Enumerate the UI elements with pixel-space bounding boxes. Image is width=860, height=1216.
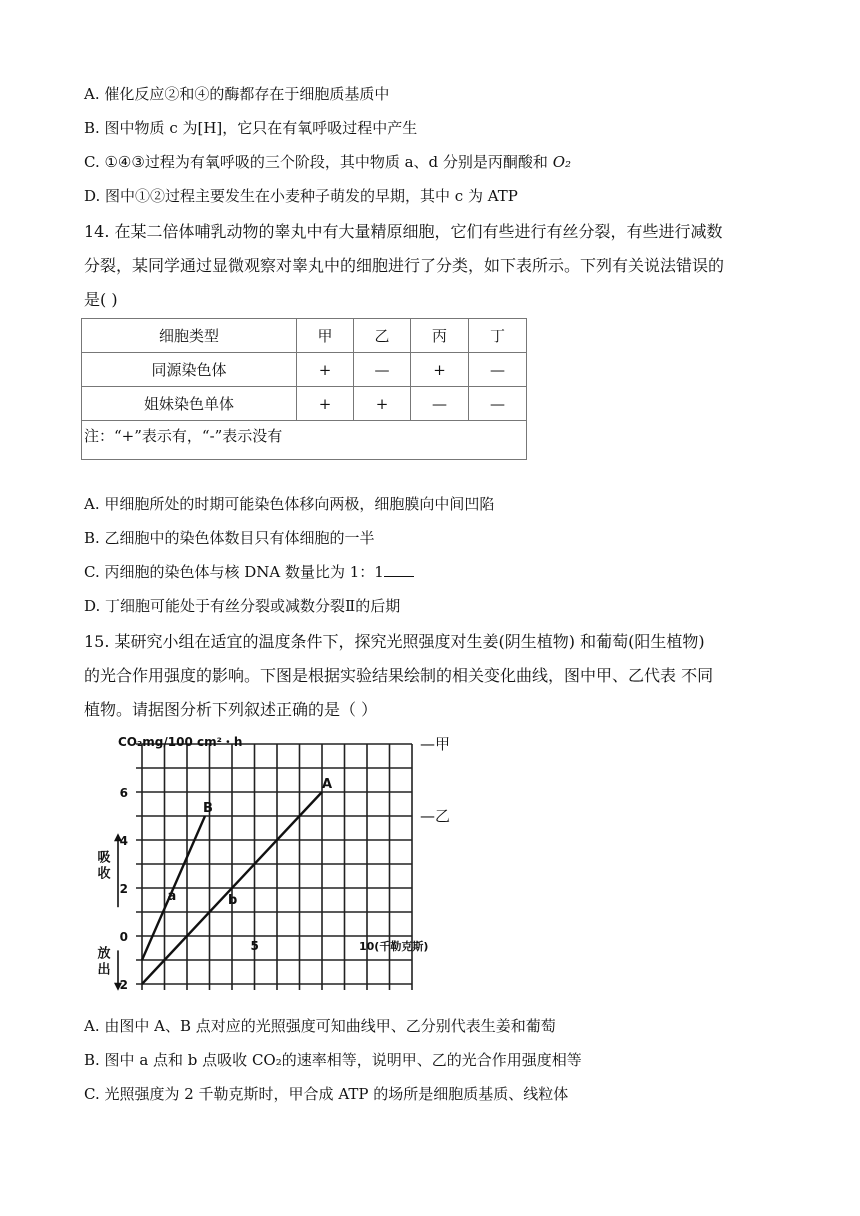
- table-note-row: [82, 421, 527, 460]
- q13-option-a: A. 催化反应②和④的酶都存在于细胞质基质中: [84, 85, 390, 103]
- q15-stem-line1: 15. 某研究小组在适宜的温度条件下，探究光照强度对生姜(阴生植物) 和葡萄(阳生植物): [84, 632, 705, 651]
- q15-stem-line2: 的光合作用强度的影响。下图是根据实验结果绘制的相关变化曲线，图中甲、乙代表 不同: [84, 666, 714, 685]
- table-header-cell: 细胞类型: [82, 319, 297, 353]
- y-tick-label: 2: [119, 882, 128, 896]
- q14-option-c-text: C. 丙细胞的染色体与核 DNA 数量比为 1：1: [84, 563, 384, 581]
- q15-stem-line3: 植物。请据图分析下列叙述正确的是（ ）: [84, 700, 378, 719]
- point-label-b: b: [228, 893, 238, 908]
- table-cell: +: [297, 353, 354, 387]
- y-tick-label: 0: [119, 930, 128, 944]
- table-header-cell: 乙: [354, 319, 411, 353]
- q13-option-b: B. 图中物质 c 为[H]，它只在有氧呼吸过程中产生: [84, 119, 418, 137]
- q13-option-c: [84, 152, 571, 172]
- q15-option-a: A. 由图中 A、B 点对应的光照强度可知曲线甲、乙分别代表生姜和葡萄: [84, 1017, 556, 1035]
- point-label-a: A: [322, 777, 333, 792]
- q13-option-d: D. 图中①②过程主要发生在小麦种子萌发的早期，其中 c 为 ATP: [84, 187, 518, 205]
- chart-grid: [136, 744, 412, 990]
- q14-option-b: B. 乙细胞中的染色体数目只有体细胞的一半: [84, 529, 375, 547]
- q14-option-d: D. 丁细胞可能处于有丝分裂或减数分裂Ⅱ的后期: [84, 597, 401, 615]
- q14-stem-line2: 分裂，某同学通过显微观察对睾丸中的细胞进行了分类，如下表所示。下列有关说法错误的: [84, 256, 725, 275]
- table-cell: +: [297, 387, 354, 421]
- oxygen-symbol: O₂: [552, 153, 571, 171]
- table-header-cell: 丙: [411, 319, 469, 353]
- photosynthesis-chart: [96, 724, 451, 1004]
- y-up-label: 吸收: [97, 850, 111, 882]
- table-header-cell: 甲: [297, 319, 354, 353]
- table-note: 注：“+”表示有，“-”表示没有: [82, 421, 527, 460]
- q13-option-c-text: C. ①④③过程为有氧呼吸的三个阶段，其中物质 a、d 分别是丙酮酸和: [84, 153, 548, 171]
- q14-stem-line3: 是( ): [84, 290, 118, 309]
- q14-option-a: A. 甲细胞所处的时期可能染色体移向两极，细胞膜向中间凹陷: [84, 495, 495, 513]
- table-cell: —: [469, 353, 527, 387]
- point-label-b: B: [203, 801, 213, 816]
- table-header-row: [82, 319, 527, 353]
- point-label-a: a: [167, 889, 177, 904]
- q14-option-c: [84, 562, 414, 582]
- series-label-yi: —乙: [420, 807, 451, 825]
- table-cell: —: [411, 387, 469, 421]
- table-cell: 同源染色体: [82, 353, 297, 387]
- table-cell: 姐妹染色单体: [82, 387, 297, 421]
- y-down-label: 放出: [97, 946, 111, 978]
- table-cell: —: [469, 387, 527, 421]
- y-tick-label: 4: [119, 834, 128, 848]
- cell-type-table: [81, 318, 527, 460]
- table-header-cell: 丁: [469, 319, 527, 353]
- series-label-jia: —甲: [420, 735, 451, 753]
- table-cell: —: [354, 353, 411, 387]
- q15-option-c: C. 光照强度为 2 千勒克斯时，甲合成 ATP 的场所是细胞质基质、线粒体: [84, 1085, 569, 1103]
- x-tick-label: 5: [250, 939, 259, 953]
- y-tick-label: 2: [119, 978, 128, 992]
- answer-underline: [384, 562, 414, 577]
- table-row: [82, 387, 527, 421]
- table-cell: +: [411, 353, 469, 387]
- x-axis-label: 10(千勒克斯): [359, 940, 429, 953]
- q14-stem-line1: 14. 在某二倍体哺乳动物的睾丸中有大量精原细胞，它们有些进行有丝分裂，有些进行减数: [84, 222, 723, 241]
- table-cell: +: [354, 387, 411, 421]
- q15-option-b: B. 图中 a 点和 b 点吸收 CO₂的速率相等，说明甲、乙的光合作用强度相等: [84, 1051, 582, 1069]
- y-tick-label: 6: [119, 786, 128, 800]
- y-axis-label: CO₂mg/100 cm²・h: [118, 735, 243, 749]
- table-row: [82, 353, 527, 387]
